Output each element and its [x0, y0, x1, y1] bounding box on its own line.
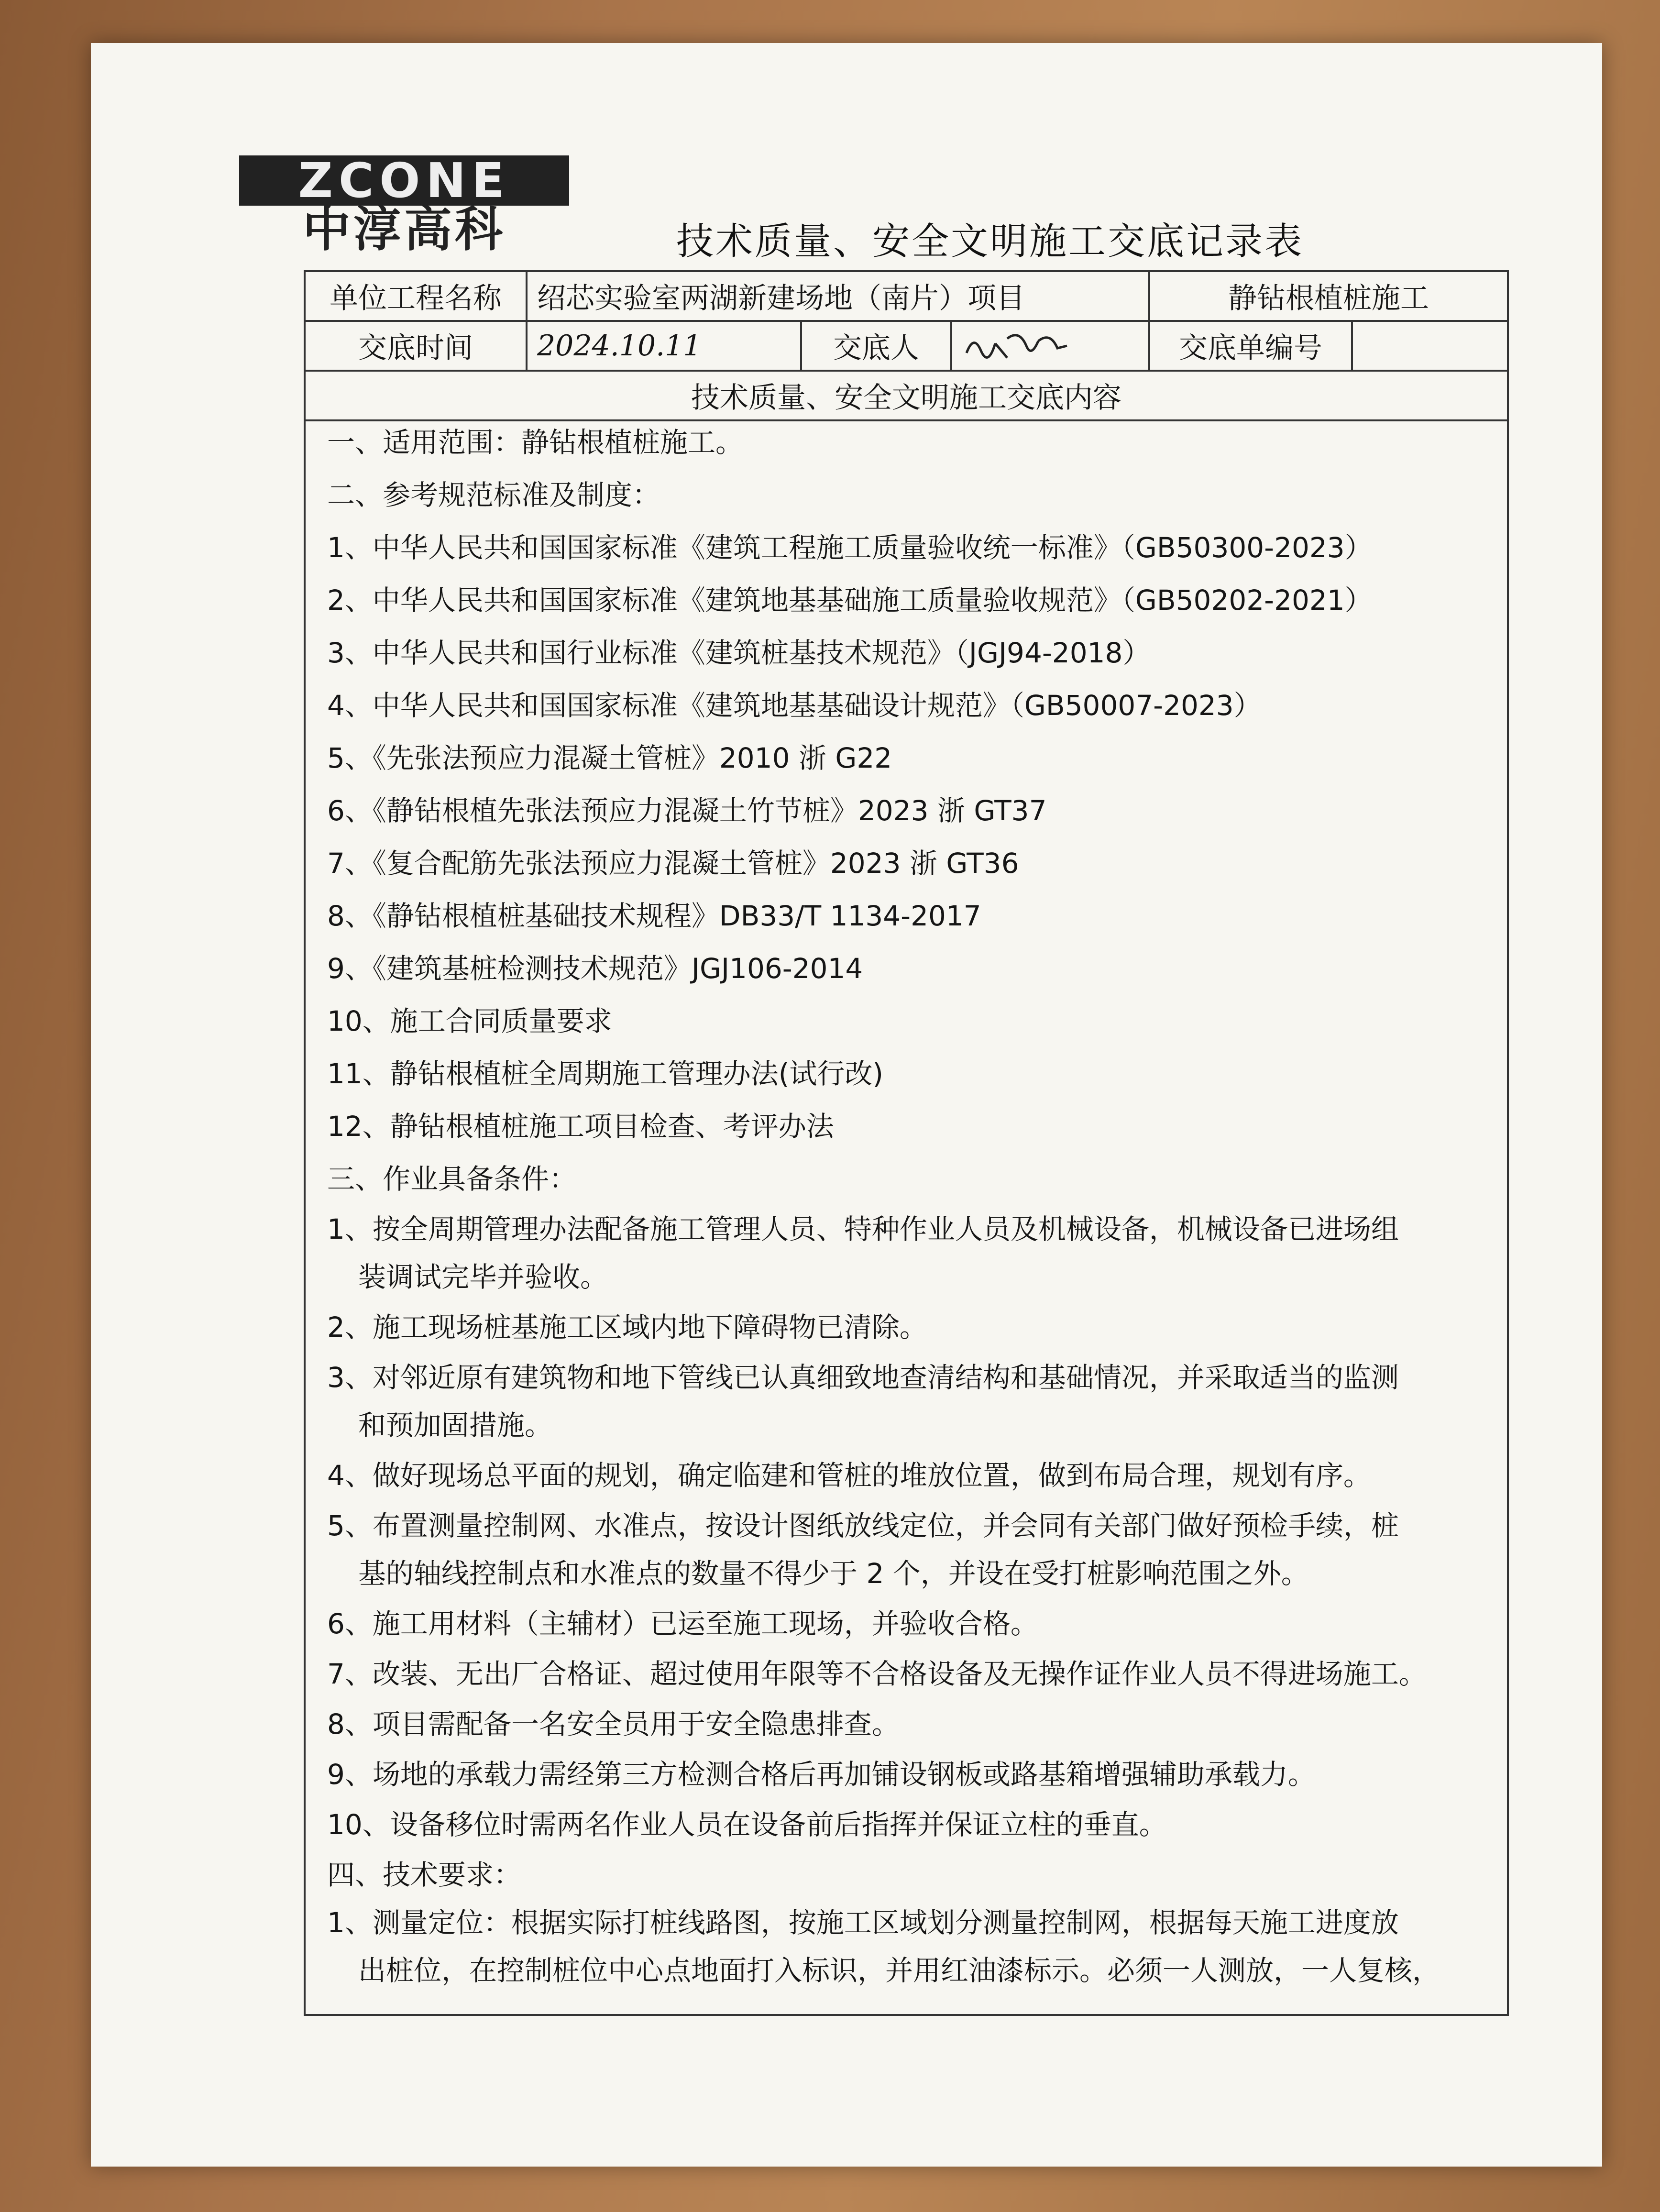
content-line: 1、中华人民共和国国家标准《建筑工程施工质量验收统一标准》（GB50300-2023）: [327, 531, 1373, 564]
info-row-project: [305, 271, 1508, 321]
content-line: 基的轴线控制点和水准点的数量不得少于 2 个，并设在受打桩影响范围之外。: [358, 1557, 1309, 1590]
content-line: 8、项目需配备一名安全员用于安全隐患排查。: [327, 1708, 900, 1740]
date-value: 2024.10.11: [527, 321, 801, 371]
content-line: 4、做好现场总平面的规划，确定临建和管桩的堆放位置，做到布局合理，规划有序。: [327, 1459, 1371, 1492]
company-logo-cn: 中淳高科: [303, 201, 506, 257]
content-line: 3、中华人民共和国行业标准《建筑桩基技术规范》（JGJ94-2018）: [327, 637, 1151, 669]
scope-value: 静钻根植桩施工: [1149, 271, 1508, 321]
content-line: 6、施工用材料（主辅材）已运至施工现场，并验收合格。: [327, 1607, 1038, 1640]
content-line: 和预加固措施。: [358, 1409, 553, 1442]
person-label: 交底人: [801, 321, 951, 371]
project-value: 绍芯实验室两湖新建场地（南片）项目: [527, 271, 1149, 321]
content-line: 1、测量定位：根据实际打桩线路图，按施工区域划分测量控制网，根据每天施工进度放: [327, 1906, 1399, 1939]
content-line: 5、布置测量控制网、水准点，按设计图纸放线定位，并会同有关部门做好预检手续，桩: [327, 1509, 1399, 1542]
content-line: 10、施工合同质量要求: [327, 1005, 612, 1037]
handwritten-signature: [962, 324, 1072, 367]
content-body: [304, 414, 1509, 2016]
content-header: 技术质量、安全文明施工交底内容: [305, 371, 1508, 420]
content-line: 12、静钻根植桩施工项目检查、考评办法: [327, 1110, 834, 1143]
content-line: 7、《复合配筋先张法预应力混凝土管桩》2023 浙 GT36: [327, 847, 1019, 880]
content-line: 三、作业具备条件：: [327, 1163, 577, 1195]
content-line: 出桩位，在控制桩位中心点地面打入标识，并用红油漆标示。必须一人测放，一人复核，: [358, 1954, 1440, 1987]
company-logo: ZCONE: [239, 155, 569, 206]
content-line: 6、《静钻根植先张法预应力混凝土竹节桩》2023 浙 GT37: [327, 794, 1047, 827]
content-line: 1、按全周期管理办法配备施工管理人员、特种作业人员及机械设备，机械设备已进场组: [327, 1213, 1399, 1245]
number-label: 交底单编号: [1149, 321, 1352, 371]
content-line: 9、场地的承载力需经第三方检测合格后再加铺设钢板或路基箱增强辅助承载力。: [327, 1758, 1316, 1791]
signature-cell: [951, 321, 1149, 371]
content-line: 9、《建筑基桩检测技术规范》JGJ106-2014: [327, 952, 863, 985]
info-table: [304, 270, 1509, 421]
content-line: 7、改装、无出厂合格证、超过使用年限等不合格设备及无操作证作业人员不得进场施工。: [327, 1658, 1427, 1690]
number-value: [1352, 321, 1508, 371]
content-line: 5、《先张法预应力混凝土管桩》2010 浙 G22: [327, 742, 892, 774]
content-line: 3、对邻近原有建筑物和地下管线已认真细致地查清结构和基础情况，并采取适当的监测: [327, 1361, 1399, 1394]
date-label: 交底时间: [305, 321, 527, 371]
content-line: 装调试完毕并验收。: [358, 1261, 608, 1293]
content-line: 一、适用范围：静钻根植桩施工。: [327, 426, 744, 459]
content-line: 2、施工现场桩基施工区域内地下障碍物已清除。: [327, 1311, 927, 1343]
content-line: 10、设备移位时需两名作业人员在设备前后指挥并保证立柱的垂直。: [327, 1808, 1167, 1841]
content-line: 2、中华人民共和国国家标准《建筑地基基础施工质量验收规范》（GB50202-2021）: [327, 584, 1373, 616]
content-line: 二、参考规范标准及制度：: [327, 479, 660, 511]
project-label: 单位工程名称: [305, 271, 527, 321]
content-line: 四、技术要求：: [327, 1859, 522, 1891]
info-row-date: [305, 321, 1508, 371]
form-title: 技术质量、安全文明施工交底记录表: [676, 220, 1304, 263]
info-row-content-header: [305, 371, 1508, 420]
content-line: 4、中华人民共和国国家标准《建筑地基基础设计规范》（GB50007-2023）: [327, 689, 1262, 722]
content-line: 11、静钻根植桩全周期施工管理办法(试行改): [327, 1057, 884, 1090]
content-line: 8、《静钻根植桩基础技术规程》DB33/T 1134-2017: [327, 900, 981, 932]
